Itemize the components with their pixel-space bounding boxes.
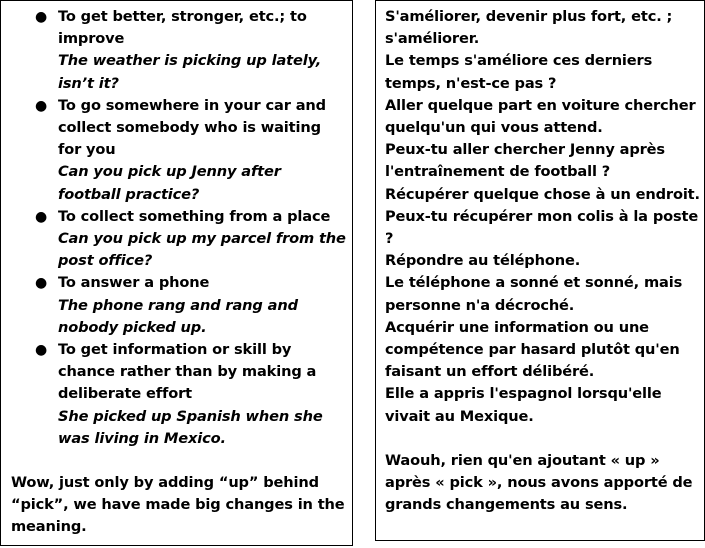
french-panel [375,0,705,541]
french-panel-content [385,6,701,516]
bullet-icon: ● [35,275,48,292]
translation-line: Peux-tu aller chercher Jenny après l'entraînement de football ? [385,141,665,181]
list-item [11,6,346,95]
example-sentence: Can you pick up my parcel from the post office? [58,230,346,270]
closing-remark: Waouh, rien qu'en ajoutant « up » après « pick », nous avons apporté de grands changements au sens. [385,451,693,514]
example-sentence: She picked up Spanish when she was living in Mexico. [58,407,323,447]
translation-line: Récupérer quelque chose à un endroit. [385,185,700,203]
meaning-list [11,6,346,450]
english-panel-content [11,6,346,539]
definition-text: To get better, stronger, etc.; to improve [58,8,307,48]
definition-text: To collect something from a place [58,207,331,225]
translation-line: Aller quelque part en voiture chercher quelqu'un qui vous attend. [385,96,696,137]
bullet-icon: ● [35,208,48,225]
bullet-icon: ● [35,342,48,359]
translation-line: Le téléphone a sonné et sonné, mais personne n'a décroché. [385,274,683,314]
example-sentence: Can you pick up Jenny after football practice? [58,163,281,203]
example-sentence: The phone rang and rang and nobody picked up. [58,296,298,336]
translation-line: Le temps s'améliore ces derniers temps, n'est-ce pas ? [385,52,653,92]
list-item [11,206,346,273]
closing-remark: Wow, just only by adding “up” behind “pick”, we have made big changes in the meaning. [11,474,345,536]
english-panel [0,0,353,546]
list-item [11,339,346,450]
translation-line: Elle a appris l'espagnol lorsqu'elle vivait au Mexique. [385,385,662,425]
definition-text: To get information or skill by chance rather than by making a deliberate effort [58,341,317,403]
list-item [11,95,346,206]
translation-line: Peux-tu récupérer mon colis à la poste ? [385,207,699,248]
list-item [11,272,346,339]
example-sentence: The weather is picking up lately, isn’t it? [58,52,322,92]
definition-text: To go somewhere in your car and collect somebody who is waiting for you [58,96,326,159]
translation-line: Répondre au téléphone. [385,252,581,270]
translation-line: Acquérir une information ou une compétence par hasard plutôt qu'en faisant un effort délibéré. [385,318,680,381]
translation-line: S'améliorer, devenir plus fort, etc. ; s'améliorer. [385,8,673,48]
bullet-icon: ● [35,97,48,114]
definition-text: To answer a phone [58,274,210,292]
bullet-icon: ● [35,9,48,25]
